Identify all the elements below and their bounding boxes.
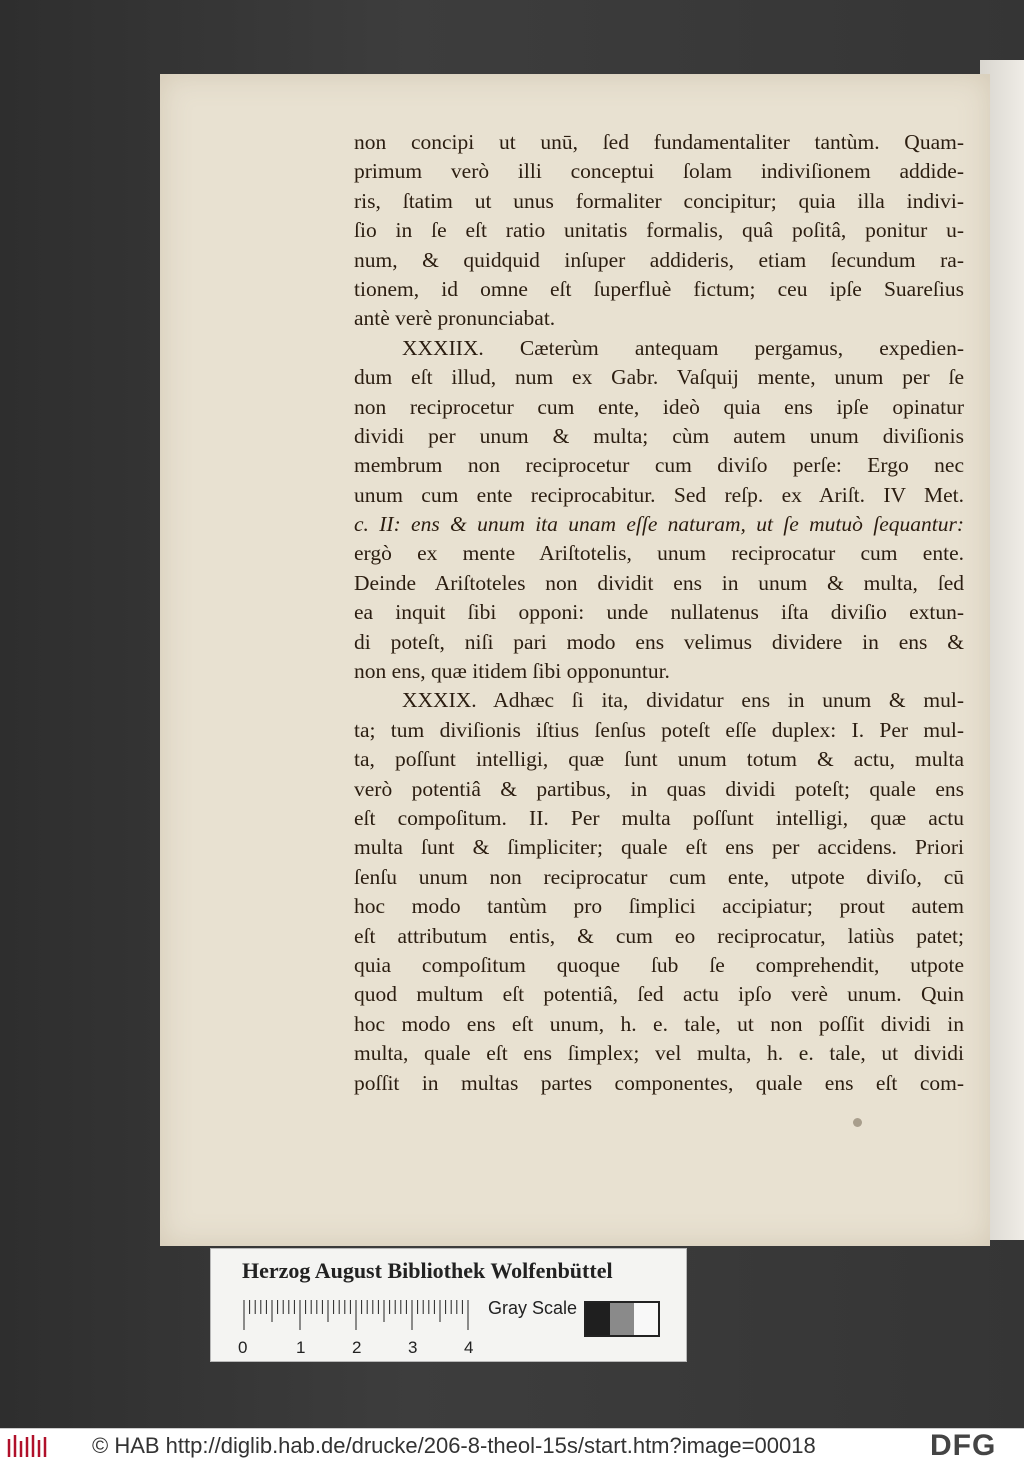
gray-swatch-white xyxy=(634,1303,658,1335)
text-line: Deinde Ariſtoteles non dividit ens in unum & multa, ſed xyxy=(354,570,964,595)
text-line: hoc modo ens eſt unum, h. e. tale, ut non poſſit dividi in xyxy=(354,1011,964,1036)
gray-swatch-black xyxy=(586,1303,610,1335)
ruler-number: 1 xyxy=(296,1338,306,1357)
text-line: ta; tum diviſionis iſtius ſenſus poteſt eſſe duplex: I. Per mul- xyxy=(354,717,964,742)
text-line: quod multum eſt potentiâ, ſed actu ipſo verè unum. Quin xyxy=(354,982,964,1007)
page-text xyxy=(354,128,964,1098)
text-line: membrum non reciprocetur cum diviſo perſe: Ergo nec xyxy=(354,453,964,478)
ruler-number: 2 xyxy=(352,1338,362,1357)
ruler-number: 4 xyxy=(464,1338,474,1357)
text-line: dum eſt illud, num ex Gabr. Vaſquij mente, unum per ſe xyxy=(354,365,964,390)
text-line: non concipi ut unū, ſed fundamentaliter tantùm. Quam- xyxy=(354,130,964,154)
text-line: multa ſunt & ſimpliciter; quale eſt ens per accidens. Priori xyxy=(354,835,964,860)
copyright-url: © HAB http://diglib.hab.de/drucke/206-8-theol-15s/start.htm?image=00018 xyxy=(92,1433,816,1458)
text-line: antè verè pronunciabat. xyxy=(354,306,556,331)
text-line: non ens, quæ itidem ſibi opponuntur. xyxy=(354,659,670,684)
text-line: primum verò illi conceptui ſolam indiviſionem addide- xyxy=(354,159,964,184)
text-line: poſſit in multas partes componentes, quale ens eſt com- xyxy=(354,1070,964,1095)
text-line: ea inquit ſibi opponi: unde nullatenus iſta diviſio extun- xyxy=(354,600,964,625)
text-line: num, & quidquid inſuper addideris, etiam ſecundum ra- xyxy=(354,247,964,272)
text-line: hoc modo tantùm pro ſimplici accipiatur; prout autem xyxy=(354,894,964,919)
text-line: multa, quale eſt ens ſimplex; vel multa, h. e. tale, ut dividi xyxy=(354,1041,964,1066)
ruler-number: 0 xyxy=(238,1338,248,1357)
text-line: ſenſu unum non reciprocatur cum ente, utpote diviſo, cū xyxy=(354,864,964,889)
text-line: di poteſt, niſi pari modo ens velimus dividere in ens & xyxy=(354,629,964,654)
text-line: ergò ex mente Ariſtotelis, unum reciprocatur cum ente. xyxy=(354,541,964,566)
gray-scale-swatches xyxy=(584,1301,660,1337)
hab-logo-icon xyxy=(6,1433,48,1459)
gray-scale-label: Gray Scale xyxy=(488,1298,578,1318)
text-line: XXXIIX. Cæterùm antequam pergamus, expedien- xyxy=(402,335,964,360)
text-line: XXXIX. Adhæc ſi ita, dividatur ens in unum & mul- xyxy=(402,688,964,713)
text-line: non reciprocetur cum ente, ideò quia ens ipſe opinatur xyxy=(354,394,964,419)
text-line: eſt attributum entis, & cum eo reciprocatur, latiùs patet; xyxy=(354,923,964,948)
text-line: ta, poſſunt intelligi, quæ ſunt unum totum & actu, multa xyxy=(354,747,964,772)
text-line: c. II: ens & unum ita unam eſſe naturam, ut ſe mutuò ſequantur: xyxy=(354,512,964,537)
text-line: verò potentiâ & partibus, in quas dividi poteſt; quale ens xyxy=(354,776,964,801)
dfg-logo: DFG xyxy=(930,1429,997,1462)
gray-swatch-mid xyxy=(610,1303,634,1335)
text-line: ſio in ſe eſt ratio unitatis formalis, quâ poſitâ, ponitur u- xyxy=(354,218,964,243)
text-line: tionem, id omne eſt ſuperfluè fictum; ceu ipſe Suareſius xyxy=(354,276,964,301)
text-line: quia compoſitum quoque ſub ſe comprehendit, utpote xyxy=(354,952,964,977)
ruler-scale xyxy=(240,1298,480,1338)
paper-spot xyxy=(853,1118,862,1127)
text-line: ris, ſtatim ut unus formaliter concipitur; quia illa indivi- xyxy=(354,188,964,213)
library-name: Herzog August Bibliothek Wolfenbüttel xyxy=(242,1258,613,1283)
text-line: unum cum ente reciprocabitur. Sed reſp. ex Ariſt. IV Met. xyxy=(354,482,964,507)
viewer-footer xyxy=(0,1428,1024,1464)
ruler-number: 3 xyxy=(408,1338,418,1357)
text-line: dividi per unum & multa; cùm autem unum diviſionis xyxy=(354,423,964,448)
text-line: eſt compoſitum. II. Per multa poſſunt intelligi, quæ actu xyxy=(354,805,964,830)
